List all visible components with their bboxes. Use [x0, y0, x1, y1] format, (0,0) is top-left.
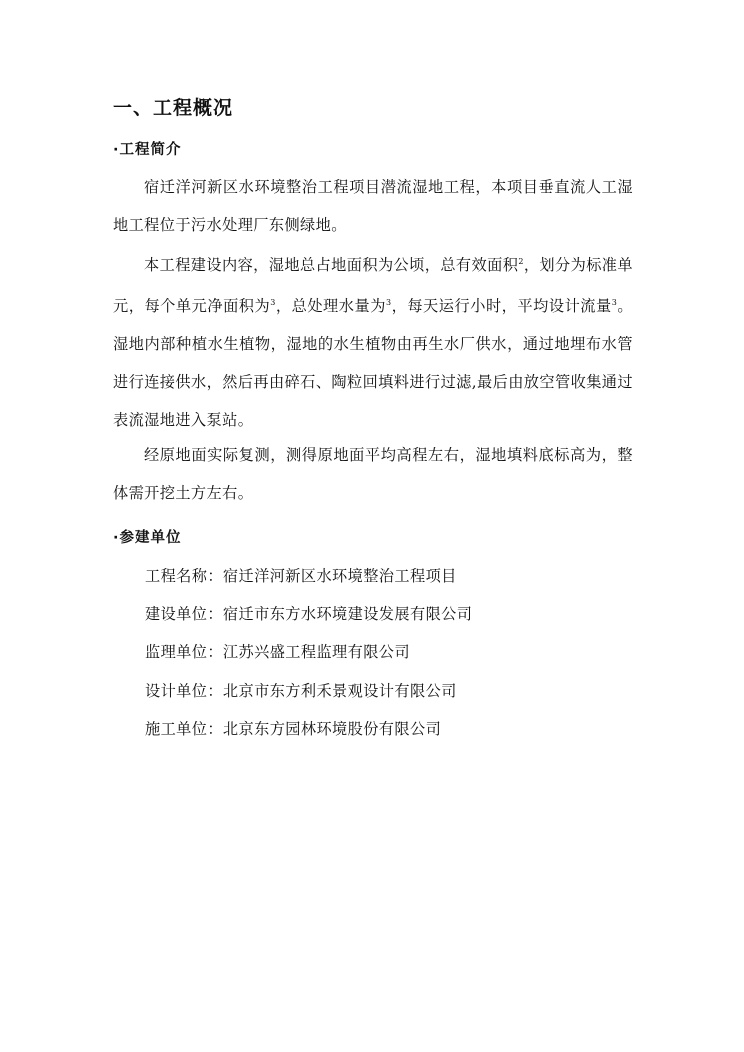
superscript: 3 — [270, 298, 276, 307]
intro-paragraph-2-part4: ，每天运行小时，平均设计流量 — [391, 297, 612, 315]
section-title-project-intro: ·工程简介 — [113, 142, 182, 158]
unit-line-designer: 设计单位：北京市东方利禾景观设计有限公司 — [145, 682, 457, 700]
superscript: 2 — [518, 257, 524, 266]
superscript: 3 — [385, 298, 392, 307]
intro-paragraph-2 — [113, 243, 633, 439]
intro-paragraph-2-part3: ，总处理水量为 — [275, 297, 386, 315]
intro-paragraph-1: 宿迁洋河新区水环境整治工程项目潜流湿地工程，本项目垂直流人工湿地工程位于污水处理厂东侧绿地。 — [113, 178, 633, 234]
unit-line-project-name: 工程名称：宿迁洋河新区水环境整治工程项目 — [145, 567, 457, 585]
unit-line-contractor: 施工单位：北京东方园林环境股份有限公司 — [145, 720, 442, 738]
unit-line-construction-owner: 建设单位：宿迁市东方水环境建设发展有限公司 — [145, 605, 473, 623]
intro-paragraph-2-part2: ，划分为标准单元，每个单元净面积为 — [113, 256, 633, 315]
intro-paragraph-2-part5: 。湿地内部种植水生植物，湿地的水生植物由再生水厂供水，通过地埋布水管进行连接供水，然后再由碎石、陶粒回填料进行过滤,最后由放空管收集通过表流湿地进入泵站。 — [113, 297, 633, 429]
chapter-heading: 一、工程概况 — [113, 97, 234, 119]
superscript: 3 — [611, 298, 618, 307]
intro-paragraph-2-part1: 本工程建设内容，湿地总占地面积为公顷，总有效面积 — [144, 256, 519, 274]
section-title-participating-units: ·参建单位 — [113, 530, 182, 546]
intro-paragraph-3: 经原地面实际复测，测得原地面平均高程左右，湿地填料底标高为，整体需开挖土方左右。 — [113, 446, 633, 502]
unit-line-supervisor: 监理单位：江苏兴盛工程监理有限公司 — [145, 643, 410, 661]
